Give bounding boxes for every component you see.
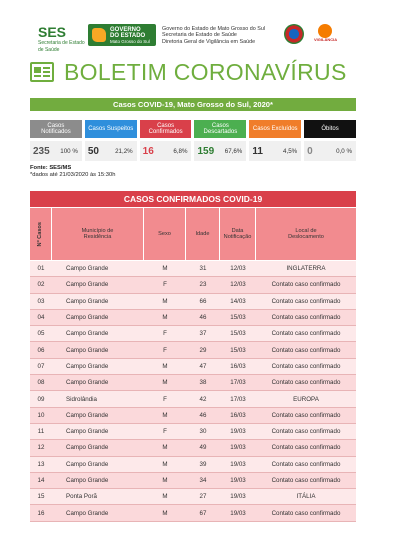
cell-municipality: Campo Grande — [66, 297, 109, 305]
gov-logo-line1: GOVERNO — [110, 26, 141, 33]
stat-percent: 21,2% — [115, 147, 133, 155]
cell-number: 03 — [37, 297, 45, 305]
cell-number: 14 — [37, 477, 45, 484]
table-row — [30, 342, 356, 358]
cell-number: 10 — [37, 411, 45, 419]
cell-number: 06 — [37, 346, 45, 354]
stat-label: Casos Suspeitos — [85, 120, 137, 138]
cell-number: 09 — [37, 395, 45, 403]
source-note — [30, 165, 115, 179]
cell-date: 12/03 — [230, 265, 246, 273]
cell-date: 17/03 — [230, 379, 246, 387]
cell-sex: M — [162, 314, 168, 322]
ses-logo-sub2: de Saúde — [38, 47, 60, 53]
newspaper-icon — [30, 62, 54, 82]
cell-municipality: Campo Grande — [66, 346, 109, 354]
cell-date: 14/03 — [230, 297, 246, 305]
cell-date: 15/03 — [230, 346, 246, 354]
cell-sex: F — [163, 330, 167, 338]
cell-location: INGLATERRA — [286, 265, 326, 273]
col-header-location: Local de Deslocamento — [288, 227, 324, 240]
stat-label: Casos Descartados — [194, 120, 246, 138]
cell-number: 02 — [37, 281, 45, 289]
table-body — [30, 261, 356, 522]
cell-location: Contato caso confirmado — [271, 314, 341, 322]
cell-age: 30 — [199, 428, 207, 436]
gov-logo-line2: DO ESTADO — [110, 32, 146, 39]
cell-location: Contato caso confirmado — [271, 330, 341, 338]
title-row — [30, 58, 370, 86]
stat-value: 235 — [33, 145, 50, 157]
cell-sex: M — [162, 362, 168, 370]
page-title: BOLETIM CORONAVÍRUS — [64, 58, 347, 85]
cell-sex: F — [163, 395, 167, 403]
table-row — [30, 375, 356, 391]
cell-sex: F — [163, 428, 167, 436]
stat-card — [194, 120, 246, 162]
cell-location: Contato caso confirmado — [271, 297, 341, 305]
stat-value: 16 — [142, 145, 154, 157]
cell-municipality: Campo Grande — [66, 509, 109, 517]
cell-sex: M — [162, 265, 168, 273]
stat-card — [85, 120, 137, 162]
stat-card — [304, 120, 356, 162]
cell-municipality: Campo Grande — [66, 362, 109, 370]
table-row — [30, 473, 356, 489]
cell-date: 19/03 — [230, 428, 246, 436]
cell-date: 19/03 — [230, 493, 246, 501]
cell-municipality: Campo Grande — [66, 265, 109, 273]
department-text — [162, 26, 265, 45]
ses-logo-title: SES — [38, 24, 67, 40]
stat-percent: 0,0 % — [336, 147, 352, 155]
cell-location: Contato caso confirmado — [271, 411, 341, 419]
cell-municipality: Campo Grande — [66, 460, 109, 468]
stat-label: Casos Confirmados — [140, 120, 192, 138]
cell-municipality: Sidrolândia — [66, 395, 97, 403]
cell-sex: M — [162, 477, 168, 484]
cell-sex: M — [162, 297, 168, 305]
cell-age: 31 — [199, 265, 207, 273]
col-header-date: Data Notificação — [220, 208, 256, 260]
cell-number: 04 — [37, 314, 45, 322]
col-header-age: Idade — [186, 208, 220, 260]
stat-percent: 100 % — [60, 147, 78, 155]
table-row — [30, 424, 356, 440]
cell-age: 23 — [199, 281, 207, 289]
stat-value: 50 — [87, 145, 99, 157]
table-row — [30, 391, 356, 407]
cell-municipality: Campo Grande — [66, 477, 109, 484]
cell-sex: M — [162, 444, 168, 452]
col-header-municipality: Município de Residência — [52, 208, 144, 260]
cell-number: 15 — [37, 493, 45, 501]
cell-age: 66 — [199, 297, 207, 305]
cell-municipality: Campo Grande — [66, 281, 109, 289]
cell-number: 08 — [37, 379, 45, 387]
cell-age: 39 — [199, 460, 207, 468]
cell-date: 15/03 — [230, 314, 246, 322]
dept-line2: Secretaria de Estado de Saúde — [162, 32, 237, 39]
stat-label: Casos Excluídos — [249, 120, 301, 138]
cell-municipality: Campo Grande — [66, 330, 109, 338]
table-row — [30, 359, 356, 375]
data-date-note: *dados até 21/03/2020 às 15:30h — [30, 172, 116, 178]
state-map-icon — [92, 28, 106, 42]
stat-percent: 4,5% — [283, 147, 298, 155]
surveillance-emblem-icon — [314, 24, 336, 44]
stat-percent: 6,8% — [173, 147, 188, 155]
cell-age: 49 — [199, 444, 207, 452]
stat-value: 11 — [252, 145, 263, 157]
cell-number: 12 — [37, 444, 45, 452]
cell-sex: M — [162, 460, 168, 468]
cell-date: 19/03 — [230, 460, 246, 468]
cell-age: 29 — [199, 346, 207, 354]
table-row — [30, 326, 356, 342]
cell-age: 42 — [199, 395, 207, 403]
stat-card — [140, 120, 192, 162]
stat-card — [30, 120, 82, 162]
ses-logo-sub1: Secretaria de Estado — [38, 40, 85, 46]
table-row — [30, 261, 356, 277]
cell-number: 16 — [37, 509, 45, 517]
cell-location: EUROPA — [293, 395, 319, 403]
cell-number: 11 — [37, 428, 45, 436]
cell-number: 13 — [37, 460, 45, 468]
cell-location: ITÁLIA — [296, 493, 316, 501]
cell-number: 07 — [37, 362, 45, 370]
government-logo — [88, 24, 156, 46]
table-header — [30, 208, 356, 260]
cell-location: Contato caso confirmado — [271, 281, 341, 289]
cell-age: 47 — [199, 362, 207, 370]
cell-municipality: Campo Grande — [66, 314, 109, 322]
cell-number: 05 — [37, 330, 45, 338]
cell-age: 37 — [199, 330, 207, 338]
cell-age: 27 — [199, 493, 207, 501]
table-row — [30, 408, 356, 424]
cell-date: 19/03 — [230, 509, 246, 517]
cell-location: Contato caso confirmado — [271, 444, 341, 452]
col-header-number: Nº Casos — [30, 208, 52, 260]
surveillance-emblem-text: VIGILÂNCIA — [314, 37, 338, 42]
cell-date: 16/03 — [230, 362, 246, 370]
cell-age: 67 — [199, 509, 207, 517]
cell-location: Contato caso confirmado — [271, 460, 341, 468]
cell-date: 19/03 — [230, 444, 246, 452]
cell-location: Contato caso confirmado — [271, 477, 341, 484]
table-title: CASOS CONFIRMADOS COVID-19 — [30, 191, 356, 207]
cell-date: 16/03 — [230, 411, 246, 419]
cell-location: Contato caso confirmado — [271, 509, 341, 517]
cell-sex: M — [162, 379, 168, 387]
page-header — [0, 0, 400, 56]
health-emblem-icon — [284, 24, 304, 44]
cell-age: 34 — [199, 477, 207, 484]
stat-value: 159 — [197, 145, 215, 157]
cell-sex: F — [163, 281, 167, 289]
cell-municipality: Campo Grande — [66, 411, 109, 419]
table-row — [30, 440, 356, 456]
cell-sex: M — [162, 493, 168, 501]
cell-sex: M — [162, 509, 168, 517]
cell-age: 46 — [199, 411, 207, 419]
cell-municipality: Campo Grande — [66, 444, 109, 452]
stats-panel — [30, 120, 356, 162]
table-row — [30, 457, 356, 473]
cell-location: Contato caso confirmado — [271, 346, 341, 354]
cell-location: Contato caso confirmado — [271, 362, 341, 370]
stat-card — [249, 120, 301, 162]
stat-value: 0 — [307, 145, 313, 157]
stat-percent: 67,6% — [224, 147, 243, 155]
table-row — [30, 505, 356, 521]
gov-logo-line3: Mato Grosso do Sul — [110, 38, 150, 44]
table-row — [30, 277, 356, 293]
cell-date: 17/03 — [230, 395, 246, 403]
cell-municipality: Campo Grande — [66, 379, 109, 387]
cell-municipality: Campo Grande — [66, 428, 109, 436]
table-row — [30, 489, 356, 505]
ses-logo — [38, 25, 86, 53]
cell-sex: F — [163, 346, 167, 354]
cell-municipality: Ponta Porã — [66, 493, 97, 501]
summary-band: Casos COVID-19, Mato Grosso do Sul, 2020* — [30, 98, 356, 111]
cell-date: 15/03 — [230, 330, 246, 338]
cell-number: 01 — [37, 265, 45, 273]
stat-label: Casos Notificados — [30, 120, 82, 138]
table-row — [30, 310, 356, 326]
table-row — [30, 294, 356, 310]
cell-location: Contato caso confirmado — [271, 428, 341, 436]
cell-location: Contato caso confirmado — [271, 379, 341, 387]
cell-sex: M — [162, 411, 168, 419]
source-label: Fonte: SES/MS — [30, 165, 72, 171]
stat-label: Óbitos — [304, 120, 356, 138]
cell-date: 19/03 — [230, 477, 246, 484]
cell-age: 46 — [199, 314, 207, 322]
cell-age: 38 — [199, 379, 207, 387]
cell-date: 12/03 — [230, 281, 246, 289]
dept-line1: Governo do Estado de Mato Grosso do Sul — [162, 26, 266, 32]
dept-line3: Diretoria Geral de Vigilância em Saúde — [162, 38, 256, 45]
col-header-sex: Sexo — [144, 208, 186, 260]
